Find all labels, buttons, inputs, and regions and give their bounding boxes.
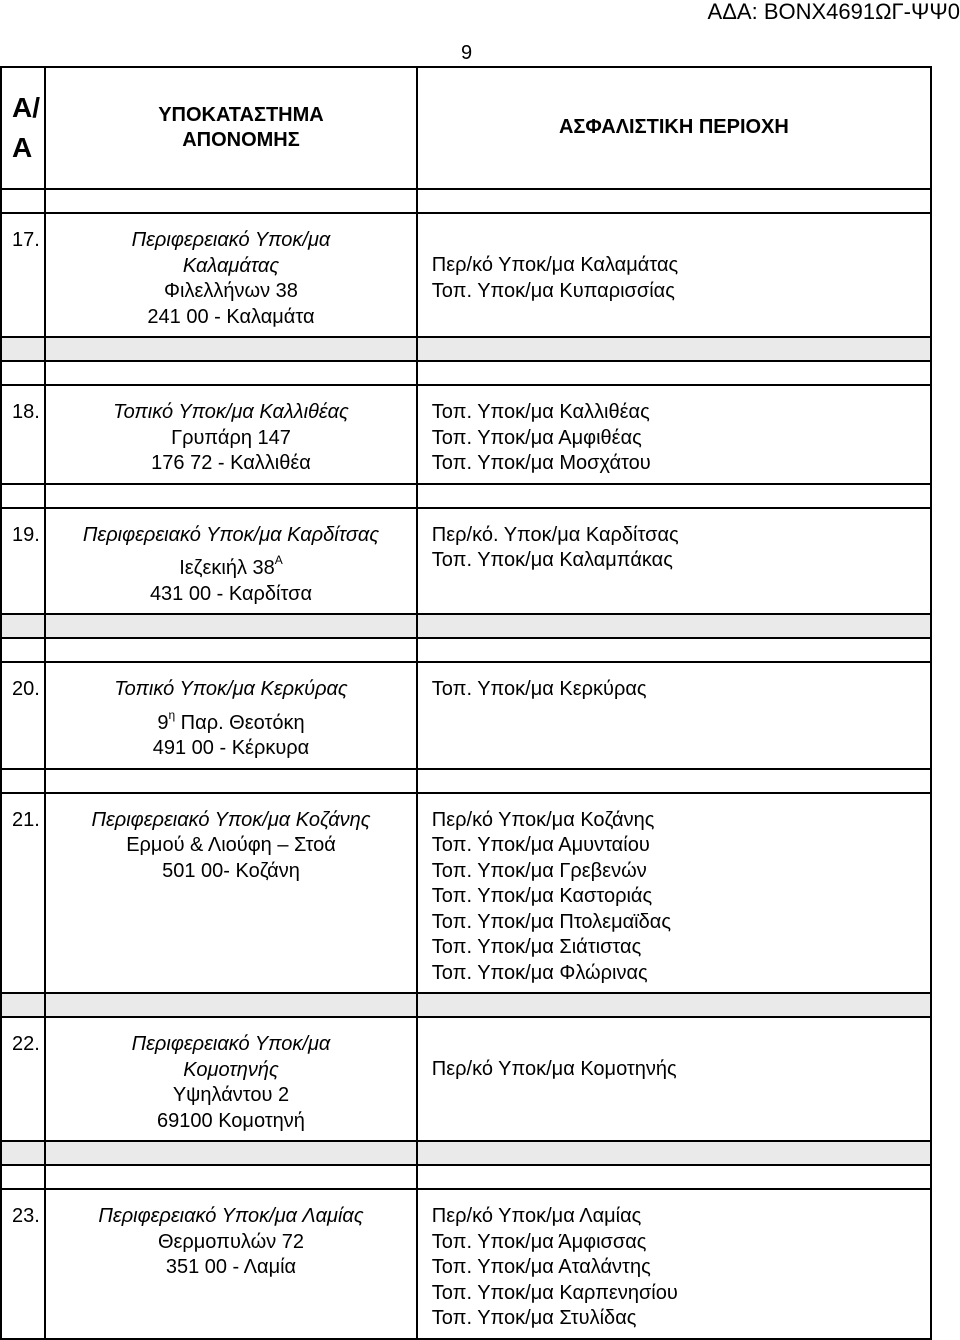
areas-cell — [417, 793, 931, 994]
area-item: Τοπ. Υποκ/μα Καστοριάς — [431, 885, 653, 907]
header-aa-line2: Α — [12, 132, 33, 163]
page-number: 9 — [461, 42, 473, 64]
branch-address — [46, 548, 416, 582]
branch-name-cont: Καλαμάτας — [182, 254, 280, 277]
row-number: 20. — [1, 662, 45, 769]
area-item: Τοπ. Υποκ/μα Σιάτιστας — [431, 936, 642, 958]
row-number: 22. — [1, 1017, 45, 1141]
area-item: Τοπ. Υποκ/μα Καλλιθέας — [431, 401, 650, 423]
table-header-row — [1, 67, 931, 189]
branch-address — [46, 703, 416, 737]
branch-name-cont: Κομοτηνής — [183, 1058, 279, 1081]
branch-address: Φιλελλήνων 38 — [164, 280, 298, 302]
table-row — [1, 662, 931, 769]
table-row — [1, 1189, 931, 1339]
branch-postcode: 501 00- Κοζάνη — [162, 859, 300, 882]
address-number: 9 — [157, 711, 169, 734]
header-aa-line1: Α/ — [12, 92, 40, 123]
table-row — [1, 793, 931, 994]
area-item: Τοπ. Υποκ/μα Καλαμπάκας — [431, 549, 673, 571]
area-item: Περ/κό Υποκ/μα Κοζάνης — [431, 808, 655, 831]
table-row — [1, 385, 931, 484]
area-item: Τοπ. Υποκ/μα Αταλάντης — [431, 1256, 651, 1278]
branch-cell — [45, 508, 417, 615]
areas-cell — [417, 1017, 931, 1141]
area-item: Τοπ. Υποκ/μα Κερκύρας — [431, 678, 647, 700]
branch-postcode: 491 00 - Κέρκυρα — [152, 737, 310, 759]
branch-name: Περιφερειακό Υποκ/μα Λαμίας — [98, 1205, 364, 1227]
area-item: Τοπ. Υποκ/μα Αμυνταίου — [431, 834, 650, 856]
header-branch — [45, 67, 417, 189]
header-area: ΑΣΦΑΛΙΣΤΙΚΗ ΠΕΡΙΟΧΗ — [417, 67, 931, 189]
header-branch-line2: ΑΠΟΝΟΜΗΣ — [182, 129, 300, 151]
table-row — [1, 1017, 931, 1141]
branch-postcode: 351 00 - Λαμία — [165, 1256, 297, 1278]
area-item: Τοπ. Υποκ/μα Άμφισσας — [431, 1230, 647, 1253]
area-item: Τοπ. Υποκ/μα Φλώρινας — [431, 961, 648, 984]
branch-cell — [45, 793, 417, 994]
branch-address: Υψηλάντου 2 — [172, 1084, 290, 1106]
area-item: Τοπ. Υποκ/μα Καρπενησίου — [431, 1281, 678, 1304]
branch-name: Περιφερειακό Υποκ/μα Κοζάνης — [91, 808, 371, 831]
row-number: 18. — [1, 385, 45, 484]
row-number: 19. — [1, 508, 45, 615]
branch-name: Περιφερειακό Υποκ/μα — [131, 229, 331, 251]
header-branch-line1: ΥΠΟΚΑΤΑΣΤΗΜΑ — [158, 103, 324, 126]
branch-postcode: 176 72 - Καλλιθέα — [151, 452, 311, 474]
branch-cell — [45, 1189, 417, 1339]
branch-address: Γρυπάρη 147 — [171, 426, 291, 449]
branch-cell — [45, 385, 417, 484]
branch-address: Ερμού & Λιούφη – Στοά — [126, 834, 336, 856]
branch-cell — [45, 662, 417, 769]
table-row — [1, 213, 931, 337]
address-text: Παρ. Θεοτόκη — [175, 711, 305, 734]
branch-postcode: 69100 Κομοτηνή — [157, 1109, 305, 1132]
area-item: Τοπ. Υποκ/μα Γρεβενών — [431, 859, 647, 882]
branch-name: Περιφερειακό Υποκ/μα — [131, 1033, 331, 1055]
branch-postcode: 431 00 - Καρδίτσα — [149, 582, 313, 605]
area-item: Τοπ. Υποκ/μα Στυλίδας — [431, 1307, 637, 1329]
address-superscript: Α — [274, 553, 283, 567]
row-number: 23. — [1, 1189, 45, 1339]
branch-address: Θερμοπυλών 72 — [157, 1230, 305, 1253]
branch-name: Περιφερειακό Υποκ/μα Καρδίτσας — [82, 523, 380, 546]
branch-name: Τοπικό Υποκ/μα Καλλιθέας — [113, 401, 349, 423]
header-aa — [1, 67, 45, 189]
branch-postcode: 241 00 - Καλαμάτα — [147, 305, 315, 328]
address-text: Ιεζεκιήλ 38 — [179, 557, 275, 579]
areas-cell — [417, 213, 931, 337]
branch-cell — [45, 213, 417, 337]
area-item: Τοπ. Υποκ/μα Αμφιθέας — [431, 426, 642, 449]
area-item: Περ/κό Υποκ/μα Κομοτηνής — [431, 1058, 677, 1080]
areas-cell — [417, 508, 931, 615]
branch-cell — [45, 1017, 417, 1141]
row-number: 17. — [1, 213, 45, 337]
area-item: Τοπ. Υποκ/μα Μοσχάτου — [431, 452, 651, 474]
table-row — [1, 508, 931, 615]
areas-cell — [417, 385, 931, 484]
area-item: Τοπ. Υποκ/μα Πτολεμαϊδας — [431, 910, 671, 933]
address-superscript: η — [168, 707, 176, 722]
ada-code: ΑΔΑ: ΒΟΝΧ4691ΩΓ-ΨΨ0 — [707, 0, 960, 24]
areas-cell — [417, 1189, 931, 1339]
area-item: Τοπ. Υποκ/μα Κυπαρισσίας — [431, 279, 675, 302]
areas-cell — [417, 662, 931, 769]
area-item: Περ/κό. Υποκ/μα Καρδίτσας — [431, 523, 679, 546]
area-item: Περ/κό Υποκ/μα Καλαμάτας — [431, 254, 679, 276]
area-item: Περ/κό Υποκ/μα Λαμίας — [431, 1205, 642, 1227]
row-number: 21. — [1, 793, 45, 994]
branches-table — [0, 66, 932, 1340]
branch-name: Τοπικό Υποκ/μα Κερκύρας — [114, 678, 348, 700]
